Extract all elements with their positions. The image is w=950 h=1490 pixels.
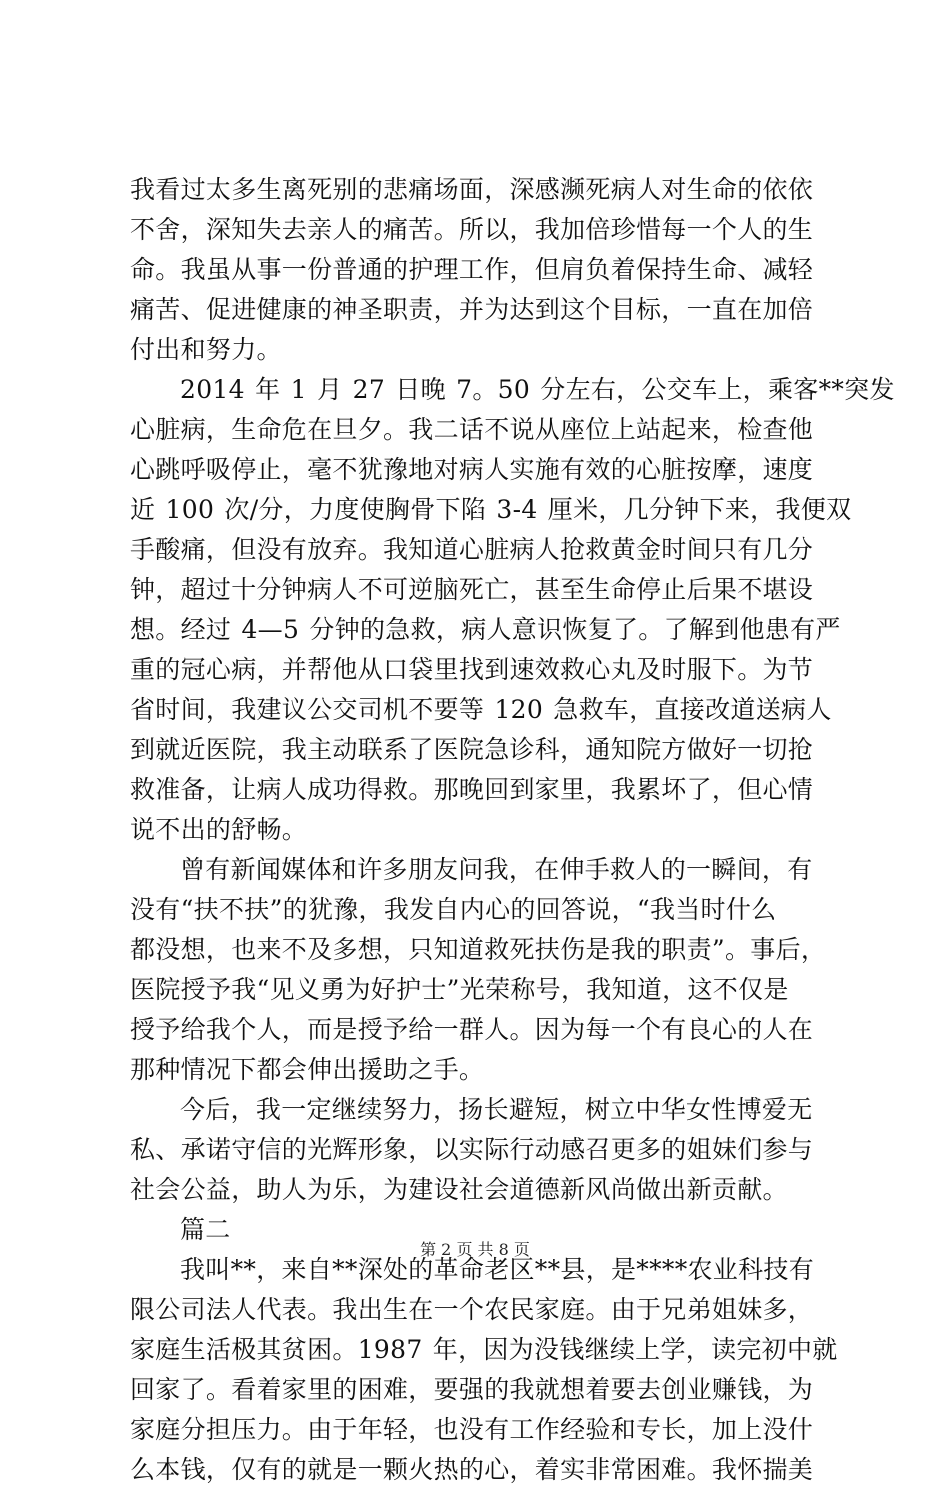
text-line: 那种情况下都会伸出援助之手。 [130, 1055, 485, 1084]
text-line: 回家了。看着家里的困难，要强的我就想着要去创业赚钱，为 [130, 1375, 814, 1404]
section-heading: 篇二 [180, 1215, 231, 1244]
text-line: 心脏病，生命危在旦夕。我二话不说从座位上站起来，检查他 [130, 415, 814, 444]
text-line: 限公司法人代表。我出生在一个农民家庭。由于兄弟姐妹多， [130, 1295, 814, 1324]
text-line: 社会公益，助人为乐，为建设社会道德新风尚做出新贡献。 [130, 1175, 788, 1204]
text-line: 私、承诺守信的光辉形象，以实际行动感召更多的姐妹们参与 [130, 1135, 814, 1164]
text-line: 救准备，让病人成功得救。那晚回到家里，我累坏了，但心情 [130, 775, 814, 804]
text-line: 家庭分担压力。由于年轻，也没有工作经验和专长，加上没什 [130, 1415, 814, 1444]
text-line: 命。我虽从事一份普通的护理工作，但肩负着保持生命、减轻 [130, 255, 814, 284]
text-line: 授予给我个人，而是授予给一群人。因为每一个有良心的人在 [130, 1015, 814, 1044]
text-line: 医院授予我“见义勇为好护士”光荣称号，我知道，这不仅是 [130, 975, 789, 1004]
text-line: 痛苦、促进健康的神圣职责，并为达到这个目标，一直在加倍 [130, 295, 814, 324]
paragraph-start-line: 我叫**，来自**深处的革命老区**县，是****农业科技有 [180, 1255, 815, 1284]
text-line: 都没想，也来不及多想，只知道救死扶伤是我的职责”。事后， [130, 935, 827, 964]
text-line: 没有“扶不扶”的犹豫，我发自内心的回答说，“我当时什么 [130, 895, 777, 924]
paragraph-start-line: 2014 年 1 月 27 日晚 7。50 分左右，公交车上，乘客**突发 [180, 375, 895, 404]
text-line: 重的冠心病，并帮他从口袋里找到速效救心丸及时服下。为节 [130, 655, 814, 684]
text-line: 心跳呼吸停止，毫不犹豫地对病人实施有效的心脏按摩，速度 [130, 455, 814, 484]
text-line: 说不出的舒畅。 [130, 815, 308, 844]
text-line: 我看过太多生离死别的悲痛场面，深感濒死病人对生命的依依 [130, 175, 814, 204]
text-line: 付出和努力。 [130, 335, 282, 364]
text-line: 钟，超过十分钟病人不可逆脑死亡，甚至生命停止后果不堪设 [130, 575, 814, 604]
paragraph-start-line: 曾有新闻媒体和许多朋友问我，在伸手救人的一瞬间，有 [180, 855, 813, 884]
text-line: 不舍，深知失去亲人的痛苦。所以，我加倍珍惜每一个人的生 [130, 215, 814, 244]
document-body [130, 170, 895, 1490]
paragraph-start-line: 今后，我一定继续努力，扬长避短，树立中华女性博爱无 [180, 1095, 813, 1124]
page-number-footer: 第 2 页 共 8 页 [420, 1240, 530, 1259]
text-line: 省时间，我建议公交司机不要等 120 急救车，直接改道送病人 [130, 695, 832, 724]
text-line: 到就近医院，我主动联系了医院急诊科，通知院方做好一切抢 [130, 735, 814, 764]
text-line: 手酸痛，但没有放弃。我知道心脏病人抢救黄金时间只有几分 [130, 535, 814, 564]
text-line: 家庭生活极其贫困。1987 年，因为没钱继续上学，读完初中就 [130, 1335, 838, 1364]
text-line: 么本钱，仅有的就是一颗火热的心，着实非常困难。我怀揣美 [130, 1455, 814, 1484]
text-line: 近 100 次/分，力度使胸骨下陷 3-4 厘米，几分钟下来，我便双 [130, 495, 852, 524]
text-line: 想。经过 4—5 分钟的急救，病人意识恢复了。了解到他患有严 [130, 615, 841, 644]
